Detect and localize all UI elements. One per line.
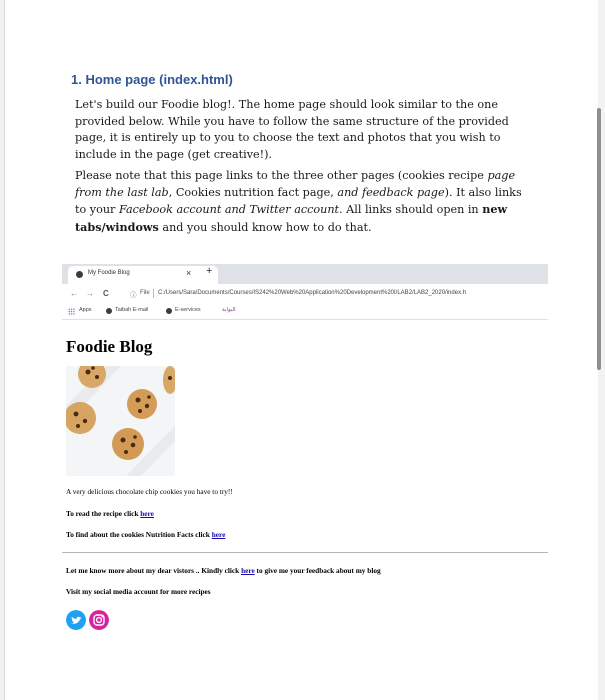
url-separator [153,289,154,298]
url-scheme-label: File [140,290,150,296]
close-icon[interactable]: × [186,268,192,278]
feedback-line-text-b: to give me your feedback about my blog [254,566,381,575]
address-bar [62,286,548,304]
apps-grid-icon [68,308,75,315]
p2-part-a: Please note that this page links to the three other pages (cookies recipe [75,169,488,182]
feedback-line-text-a: Let me know more about my dear vistors .. Kindly click [66,566,242,575]
globe-icon [76,271,83,278]
bookmark-apps[interactable]: Apps [79,307,92,313]
blog-intro-line: A very delicious chocolate chip cookies you have to try!! [66,487,233,496]
recipe-line [66,509,154,518]
bookmark-portal[interactable]: البوابة [222,307,236,313]
p2-part-i: and you should know how to do that. [158,220,372,234]
social-line: Visit my social media account for more recipes [66,587,211,596]
globe-icon [106,308,112,314]
feedback-link[interactable]: here [241,566,255,575]
tab-title: My Foodie Blog [88,270,130,276]
recipe-line-text: To read the recipe click [66,509,141,518]
forward-arrow-icon[interactable]: → [86,289,94,298]
url-input[interactable]: C:/Users/Sara/Documents/Courses/IS242%20Web%20Application%20Development%20I/LAB2/LAB2_2020/index.h [158,290,467,296]
p2-part-h: new tabs/windows [75,202,508,234]
nutrition-link[interactable]: here [211,530,226,539]
nutrition-line [66,530,225,539]
globe-icon [166,308,172,314]
browser-tab[interactable] [68,266,218,284]
bookmark-e-services[interactable]: E-services [175,307,201,313]
cookie [127,389,157,419]
twitter-icon[interactable] [66,610,86,630]
p2-part-b: page from the last lab [75,169,516,199]
bookmarks-bar [62,305,548,320]
browser-screenshot [62,264,548,664]
p2-part-e: ). It also links to your [75,185,522,216]
nutrition-line-text: To find about the cookies Nutrition Facts click [66,530,212,539]
new-tab-icon[interactable]: + [206,265,213,277]
browser-tab-bar [62,264,548,284]
bookmark-taibah-email[interactable]: Taibah E-mail [115,307,149,313]
p2-part-c: , Cookies nutrition fact page, [168,185,338,199]
divider [62,552,548,553]
instagram-icon[interactable] [89,610,109,630]
scrollbar[interactable] [597,108,601,370]
back-arrow-icon[interactable]: ← [70,289,78,298]
section-heading: 1. Home page (index.html) [71,72,233,87]
p2-part-g: All links should open in [342,203,483,216]
paragraph-links [75,168,535,236]
cookie [112,428,144,460]
recipe-link[interactable]: here [140,509,154,518]
feedback-line [66,566,381,575]
cookies-image [66,366,175,476]
paragraph-intro: Let's build our Foodie blog!. The home page should look similar to the one provided below. While you have to follow the same structure of the provided page, it is entirely up to you to choose the text and photos that you wish to include in the page (get creative!). [75,98,509,161]
blog-title: Foodie Blog [66,337,153,356]
reload-icon[interactable]: C [103,289,109,298]
p2-part-d: and feedback page [337,185,445,199]
info-icon[interactable]: ⓘ [130,292,137,299]
p2-part-f: Facebook account and Twitter account. [118,203,343,216]
